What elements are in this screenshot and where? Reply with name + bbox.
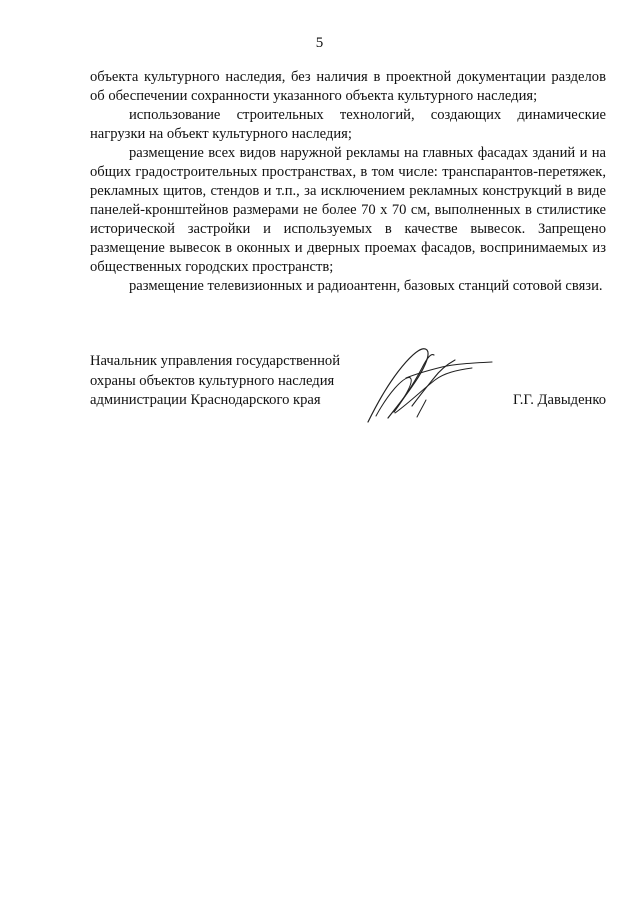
signer-name: Г.Г. Давыденко [512,392,606,408]
handwritten-signature-icon [360,340,500,430]
page-number: 5 [315,35,324,51]
paragraph-outdoor-advertising: размещение всех видов наружной рекламы на главных фасадах зданий и на общих градостроительных пространствах, в том числе: транспарантов-перетяжек, рекламных щитов, стендов и т.п., за исключением рекламных конструкций в виде панелей-кронштейнов размерами не более 70 х 70 см, выполненных в стилистике исторической застройки и используемых в качестве вывесок. Запрещено размещение вывесок в оконных и дверных проемах фасадов, воспринимаемых из общественных городских пространств; [90,145,606,275]
paragraph-antennas: размещение телевизионных и радиоантенн, базовых станций сотовой связи. [129,278,603,294]
document-body [90,68,606,296]
paragraph-continuation: объекта культурного наследия, без наличия в проектной документации разделов об обеспечении сохранности указанного объекта культурного наследия; [90,69,606,104]
signer-title [90,352,340,411]
signature-block [90,352,606,432]
paragraph-construction-technologies: использование строительных технологий, создающих динамические нагрузки на объект культурного наследия; [90,107,606,142]
signer-title-line-3: администрации Краснодарского края [90,392,321,408]
signer-title-line-2: охраны объектов культурного наследия [90,372,335,389]
signer-title-line-1: Начальник управления государственной [90,353,341,369]
